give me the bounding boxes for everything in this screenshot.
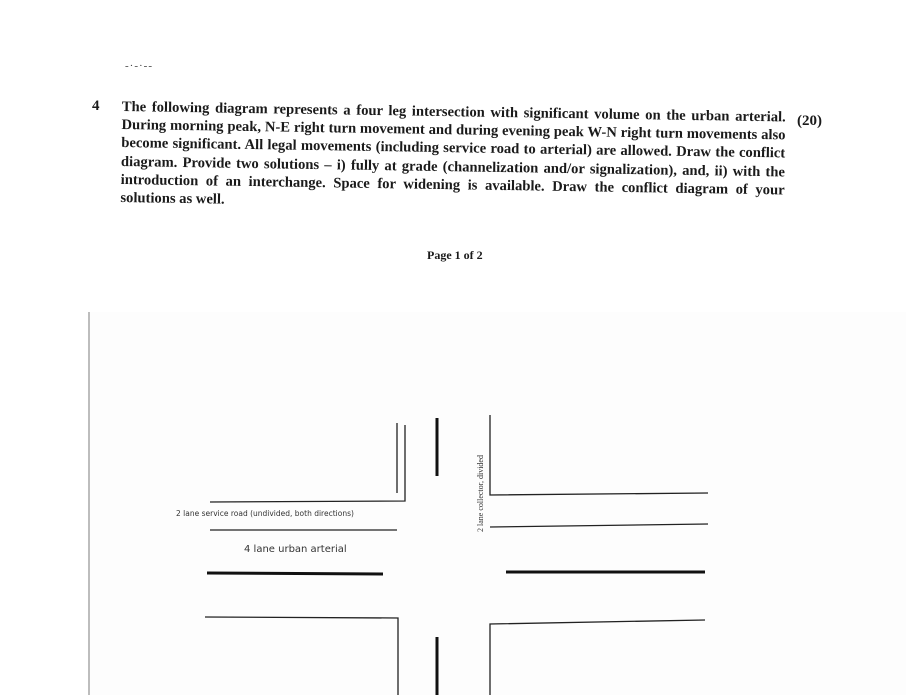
question-number: 4 — [92, 98, 100, 114]
question-text: The following diagram represents a four leg intersection with significant volume on the urban arterial. During morning peak, N-E right turn movement and during evening peak W-N right turn movements also become significant. All legal movements (including service road to arterial) are allowed. Draw the conflict diagram. Provide two solutions – i) fully at grade (channelization and/or signalization), and, ii) with the introduction of an interchange. Space for widening is available. Draw the conflict diagram of your solutions as well. — [120, 98, 786, 208]
se-corner-road-edge — [490, 620, 705, 695]
page-number: Page 1 of 2 — [427, 248, 483, 262]
ne-service-road-edge — [490, 524, 708, 527]
service-road-label: 2 lane service road (undivided, both directions) — [176, 509, 354, 518]
question-marks: (20) — [797, 113, 822, 129]
sw-corner-road-edge — [205, 617, 398, 695]
ne-corner-road-edge — [490, 415, 708, 495]
arterial-centerline-west — [207, 573, 383, 574]
nw-corner-road-edge — [210, 425, 405, 502]
collector-label: 2 lane collector, divided — [476, 455, 485, 532]
top-mark: -·-·-- — [125, 60, 153, 72]
arterial-label: 4 lane urban arterial — [244, 544, 347, 555]
